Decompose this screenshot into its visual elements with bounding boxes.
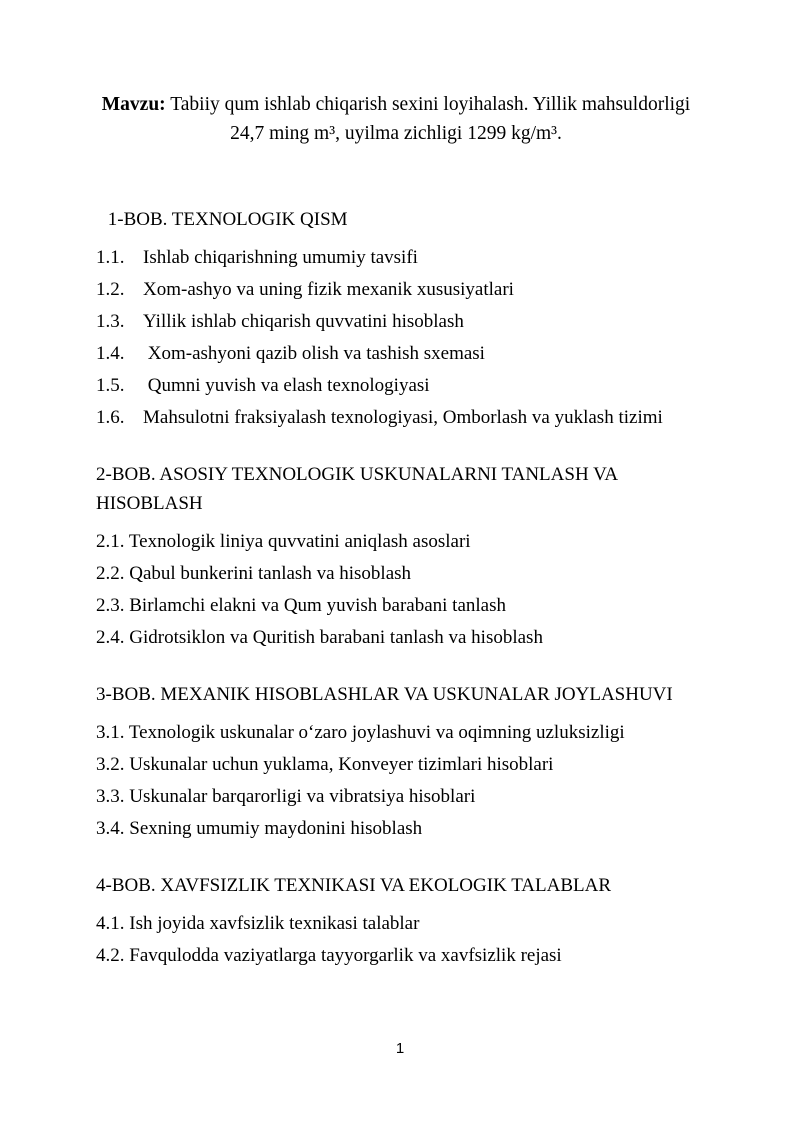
chapter-item-list [96, 526, 700, 654]
toc-item-label: Gidrotsiklon va Quritish barabani tanlash va hisoblash [124, 627, 543, 648]
toc-item-number: 3.1. [96, 722, 125, 743]
toc-item-number: 2.2. [96, 563, 125, 584]
toc-item[interactable] [96, 402, 700, 434]
toc-item-label: Mahsulotni fraksiyalash texnologiyasi, Omborlash va yuklash tizimi [143, 407, 663, 428]
toc-item-number: 3.4. [96, 818, 125, 839]
chapter-heading: 4-BOB. XAVFSIZLIK TEXNIKASI VA EKOLOGIK TALABLAR [96, 875, 612, 896]
toc-item[interactable] [96, 781, 700, 813]
toc-item-number: 1.4. [96, 343, 125, 364]
toc-item-number: 4.1. [96, 913, 125, 934]
toc-item[interactable] [96, 940, 700, 972]
toc-item-label: Qabul bunkerini tanlash va hisoblash [124, 563, 412, 584]
toc-item-label: Yillik ishlab chiqarish quvvatini hisoblash [143, 311, 464, 332]
chapter-item-list [96, 717, 700, 845]
page-number: 1 [395, 1040, 405, 1057]
chapter-section [96, 205, 700, 434]
toc-item-label: Uskunalar uchun yuklama, Konveyer tizimlari hisoblari [124, 754, 554, 775]
toc-item-number: 1.1. [96, 247, 125, 268]
toc-item-label: Sexning umumiy maydonini hisoblash [124, 818, 423, 839]
chapter-section [96, 871, 700, 972]
toc-item[interactable] [96, 590, 700, 622]
toc-item[interactable] [96, 242, 700, 274]
document-title [96, 90, 696, 148]
toc-item-label: Uskunalar barqarorligi va vibratsiya hisoblari [124, 786, 476, 807]
toc-item[interactable] [96, 306, 700, 338]
toc-item[interactable] [96, 717, 700, 749]
toc-item[interactable] [96, 370, 700, 402]
toc-item[interactable] [96, 558, 700, 590]
toc-item-label: Favqulodda vaziyatlarga tayyorgarlik va xavfsizlik rejasi [124, 945, 562, 966]
toc-item-label: Ishlab chiqarishning umumiy tavsifi [143, 247, 418, 268]
toc-item[interactable] [96, 749, 700, 781]
toc-item[interactable] [96, 908, 700, 940]
toc-item-number: 1.5. [96, 375, 125, 396]
document-title-text: Tabiiy qum ishlab chiqarish sexini loyihalash. Yillik mahsuldorligi 24,7 ming m³, uyilma zichligi 1299 kg/m³. [165, 94, 691, 144]
toc-item[interactable] [96, 338, 700, 370]
toc-item-label: Ish joyida xavfsizlik texnikasi talablar [124, 913, 420, 934]
toc-item[interactable] [96, 274, 700, 306]
toc-item-number: 1.3. [96, 311, 125, 332]
toc-item-label: Texnologik liniya quvvatini aniqlash asoslari [124, 531, 471, 552]
toc-item-label: Xom-ashyo va uning fizik mexanik xususiyatlari [143, 279, 514, 300]
toc-item[interactable] [96, 813, 700, 845]
toc-item-label: Texnologik uskunalar oʻzaro joylashuvi va oqimning uzluksizligi [124, 722, 625, 743]
toc-item-label: Birlamchi elakni va Qum yuvish barabani tanlash [124, 595, 506, 616]
toc-item-number: 2.3. [96, 595, 125, 616]
toc-item-number: 3.3. [96, 786, 125, 807]
toc-item-number: 2.1. [96, 531, 125, 552]
chapter-section [96, 680, 700, 845]
toc-item-number: 2.4. [96, 627, 125, 648]
toc-item-label: Qumni yuvish va elash texnologiyasi [143, 375, 430, 396]
toc-item-label: Xom-ashyoni qazib olish va tashish sxemasi [143, 343, 485, 364]
toc-item[interactable] [96, 622, 700, 654]
chapter-heading: 1-BOB. TEXNOLOGIK QISM [103, 209, 348, 230]
chapter-heading: 2-BOB. ASOSIY TEXNOLOGIK USKUNALARNI TANLASH VA HISOBLASH [96, 464, 622, 514]
chapter-item-list [96, 908, 700, 972]
chapter-item-list [96, 242, 700, 434]
chapter-section [96, 460, 700, 654]
toc-item-number: 3.2. [96, 754, 125, 775]
document-title-label: Mavzu: [101, 94, 166, 115]
chapter-heading: 3-BOB. MEXANIK HISOBLASHLAR VA USKUNALAR JOYLASHUVI [96, 684, 673, 705]
toc-item-number: 1.2. [96, 279, 125, 300]
table-of-contents [96, 205, 700, 972]
toc-item-number: 1.6. [96, 407, 125, 428]
toc-item-number: 4.2. [96, 945, 125, 966]
toc-item[interactable] [96, 526, 700, 558]
